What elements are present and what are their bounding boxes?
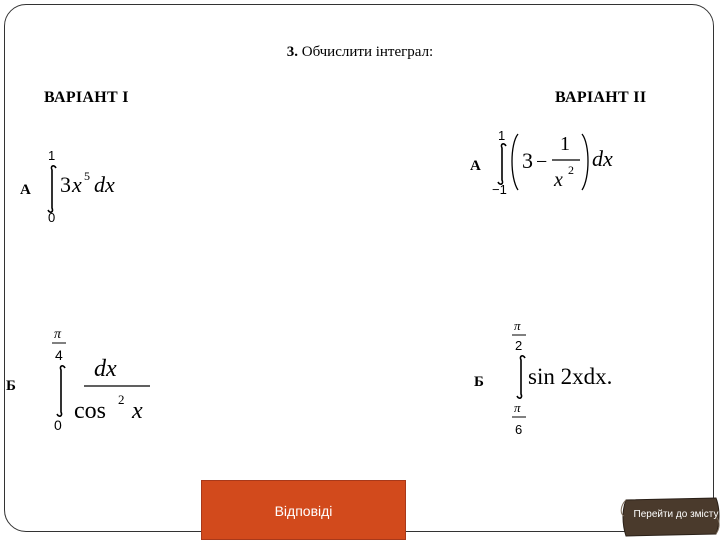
v2b-upper-den: 2 <box>515 338 523 353</box>
v2b-lower-den: 6 <box>515 422 523 437</box>
v2a-minus: − <box>536 151 548 173</box>
v2b-upper-num: π <box>514 318 521 333</box>
integral-sign-icon <box>498 144 506 184</box>
variant-2-a-label: А <box>470 158 481 174</box>
v1a-lower-limit: 0 <box>48 210 56 225</box>
task-title <box>0 44 720 61</box>
variant-1-title: ВАРІАНТ І <box>44 89 129 106</box>
variant-1-a-label: А <box>20 182 31 198</box>
v1b-den-var: x <box>132 398 143 424</box>
variant-2-b-label: Б <box>474 374 484 390</box>
v1b-numer: dx <box>94 356 117 382</box>
left-paren-icon <box>512 134 518 190</box>
v1a-coef: 3 <box>60 172 71 197</box>
v1b-den-exp: 2 <box>118 392 125 407</box>
v2a-lower-limit: −1 <box>492 182 507 197</box>
v2a-upper-limit: 1 <box>498 128 506 143</box>
v1b-den-func: cos <box>74 398 106 424</box>
task-number: 3. <box>286 44 298 60</box>
v2a-frac-den-exp: 2 <box>568 163 574 177</box>
v1b-upper-den: 4 <box>55 347 63 363</box>
v2a-dx: dx <box>592 146 613 171</box>
right-paren-icon <box>582 134 588 190</box>
task-text: Обчислити інтеграл: <box>301 44 434 60</box>
answers-button-label: Відповіді <box>274 503 333 519</box>
answers-button[interactable] <box>201 480 406 540</box>
integral-sign-icon <box>517 356 525 398</box>
v2b-expr: sin 2xdx. <box>528 364 613 389</box>
go-to-contents-label: Перейти до змісту <box>633 509 719 520</box>
variant-1-b-formula <box>46 322 166 434</box>
variant-1-a-formula <box>40 146 160 226</box>
variant-1-b-label: Б <box>6 378 16 394</box>
v2a-three: 3 <box>522 148 533 173</box>
go-to-contents-button[interactable] <box>620 494 720 538</box>
v1b-upper-num: π <box>54 327 62 342</box>
v2a-frac-num: 1 <box>560 133 570 155</box>
variant-2-b-formula <box>506 316 636 440</box>
v2b-lower-num: π <box>514 400 521 415</box>
integral-sign-icon <box>57 366 65 416</box>
v1a-base: x <box>72 172 82 197</box>
v2a-frac-den-var: x <box>554 169 563 191</box>
v1a-dx: dx <box>94 172 115 197</box>
v1a-exp: 5 <box>84 169 90 183</box>
v1a-upper-limit: 1 <box>48 148 56 163</box>
slide-frame <box>4 4 714 532</box>
variant-2-title: ВАРІАНТ ІІ <box>555 89 647 106</box>
integral-sign-icon <box>48 166 56 212</box>
v1b-lower-limit: 0 <box>54 417 62 433</box>
variant-2-a-formula <box>490 126 630 198</box>
